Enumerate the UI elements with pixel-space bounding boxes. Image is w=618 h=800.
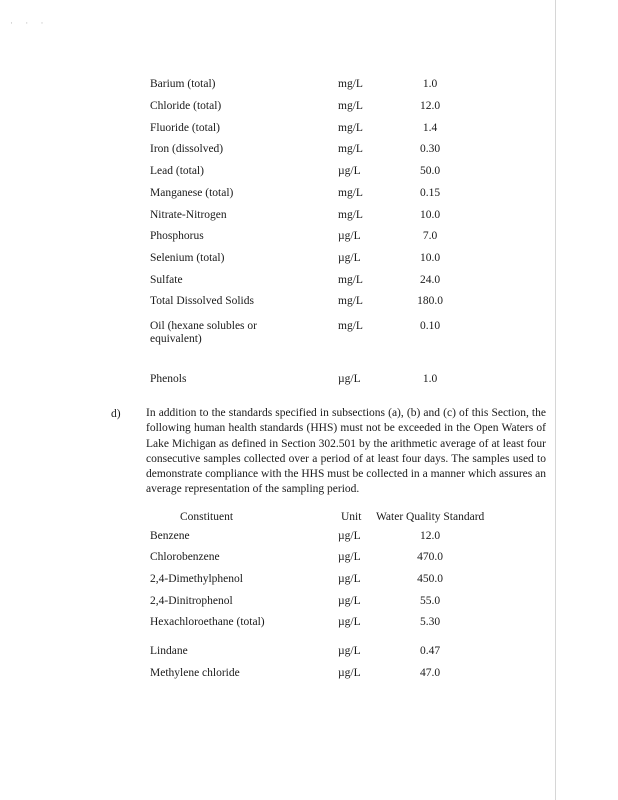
standard-value: 0.10 bbox=[419, 320, 441, 332]
unit: µg/L bbox=[338, 616, 361, 628]
unit: mg/L bbox=[338, 122, 363, 134]
unit: µg/L bbox=[338, 252, 361, 264]
standard-value: 10.0 bbox=[419, 209, 441, 221]
table-row bbox=[0, 530, 618, 550]
standard-value: 0.30 bbox=[419, 143, 441, 155]
table-row bbox=[0, 551, 618, 571]
header-unit: Unit bbox=[341, 511, 362, 523]
table-row bbox=[0, 100, 618, 120]
unit: mg/L bbox=[338, 143, 363, 155]
constituent-name: Iron (dissolved) bbox=[150, 143, 224, 155]
standard-value: 12.0 bbox=[419, 100, 441, 112]
unit: mg/L bbox=[338, 187, 363, 199]
constituent-name: Lead (total) bbox=[150, 165, 204, 177]
standard-value: 0.47 bbox=[419, 645, 441, 657]
subsection-label: d) bbox=[111, 408, 121, 420]
table-row bbox=[0, 230, 618, 250]
constituent-name: Phosphorus bbox=[150, 230, 204, 242]
unit: µg/L bbox=[338, 165, 361, 177]
constituent-name: Barium (total) bbox=[150, 78, 216, 90]
constituent-name: Chloride (total) bbox=[150, 100, 222, 112]
header-standard: Water Quality Standard bbox=[376, 511, 485, 523]
subsection-paragraph: In addition to the standards specified in subsections (a), (b) and (c) of this Section, the following human health standards (HHS) must not be exceeded in the Open Waters of Lake Michigan as defined in Section 302.501 by the arithmetic average of at least four consecutive samples collected over a period of at least four days. The samples used to demonstrate compliance with the HHS must be collected in a manner which assures an average representation of the sampling period. bbox=[146, 407, 546, 496]
table-row bbox=[0, 595, 618, 615]
standard-value: 55.0 bbox=[419, 595, 441, 607]
table-row bbox=[0, 78, 618, 98]
standard-value: 450.0 bbox=[417, 573, 443, 585]
constituent-name: Nitrate-Nitrogen bbox=[150, 209, 227, 221]
table-row bbox=[0, 616, 618, 644]
table-row bbox=[0, 295, 618, 315]
unit: mg/L bbox=[338, 209, 363, 221]
unit: mg/L bbox=[338, 320, 363, 332]
unit: µg/L bbox=[338, 667, 361, 679]
standard-value: 1.0 bbox=[422, 78, 438, 90]
header-constituent: Constituent bbox=[180, 511, 234, 523]
unit: µg/L bbox=[338, 645, 361, 657]
constituent-name: Benzene bbox=[150, 530, 190, 542]
standard-value: 0.15 bbox=[419, 187, 441, 199]
standard-value: 10.0 bbox=[419, 252, 441, 264]
scan-marks: · · · bbox=[10, 18, 49, 28]
table-row bbox=[0, 165, 618, 185]
standard-value: 1.0 bbox=[422, 373, 438, 385]
unit: mg/L bbox=[338, 274, 363, 286]
unit: µg/L bbox=[338, 373, 361, 385]
unit: µg/L bbox=[338, 230, 361, 242]
constituent-name: Hexachloroethane (total) bbox=[150, 616, 265, 628]
unit: µg/L bbox=[338, 595, 361, 607]
standard-value: 12.0 bbox=[419, 530, 441, 542]
table-row bbox=[0, 667, 618, 687]
unit: mg/L bbox=[338, 295, 363, 307]
standard-value: 5.30 bbox=[419, 616, 441, 628]
unit: µg/L bbox=[338, 530, 361, 542]
table-row bbox=[0, 187, 618, 207]
constituent-name: Phenols bbox=[150, 373, 187, 385]
table-row bbox=[0, 573, 618, 593]
unit: µg/L bbox=[338, 573, 361, 585]
standard-value: 24.0 bbox=[419, 274, 441, 286]
constituent-name: 2,4-Dimethylphenol bbox=[150, 573, 243, 585]
standard-value: 47.0 bbox=[419, 667, 441, 679]
constituent-name: Chlorobenzene bbox=[150, 551, 220, 563]
unit: mg/L bbox=[338, 100, 363, 112]
constituent-name: Fluoride (total) bbox=[150, 122, 220, 134]
table-row bbox=[0, 252, 618, 272]
table-row bbox=[0, 320, 618, 350]
standard-value: 470.0 bbox=[417, 551, 443, 563]
table-row bbox=[0, 143, 618, 163]
constituent-name: Selenium (total) bbox=[150, 252, 225, 264]
table-row bbox=[0, 122, 618, 142]
table-row bbox=[0, 274, 618, 294]
standard-value: 180.0 bbox=[417, 295, 443, 307]
constituent-name: Methylene chloride bbox=[150, 667, 240, 679]
standard-value: 1.4 bbox=[422, 122, 438, 134]
unit: µg/L bbox=[338, 551, 361, 563]
standard-value: 50.0 bbox=[419, 165, 441, 177]
constituent-name: Total Dissolved Solids bbox=[150, 295, 254, 307]
constituent-name: 2,4-Dinitrophenol bbox=[150, 595, 233, 607]
table-row bbox=[0, 645, 618, 665]
constituent-name: Sulfate bbox=[150, 274, 183, 286]
table-row bbox=[0, 373, 618, 393]
table-row bbox=[0, 209, 618, 229]
constituent-name: Oil (hexane solubles or equivalent) bbox=[150, 320, 257, 345]
unit: mg/L bbox=[338, 78, 363, 90]
constituent-name: Manganese (total) bbox=[150, 187, 234, 199]
standard-value: 7.0 bbox=[422, 230, 438, 242]
constituent-name: Lindane bbox=[150, 645, 188, 657]
